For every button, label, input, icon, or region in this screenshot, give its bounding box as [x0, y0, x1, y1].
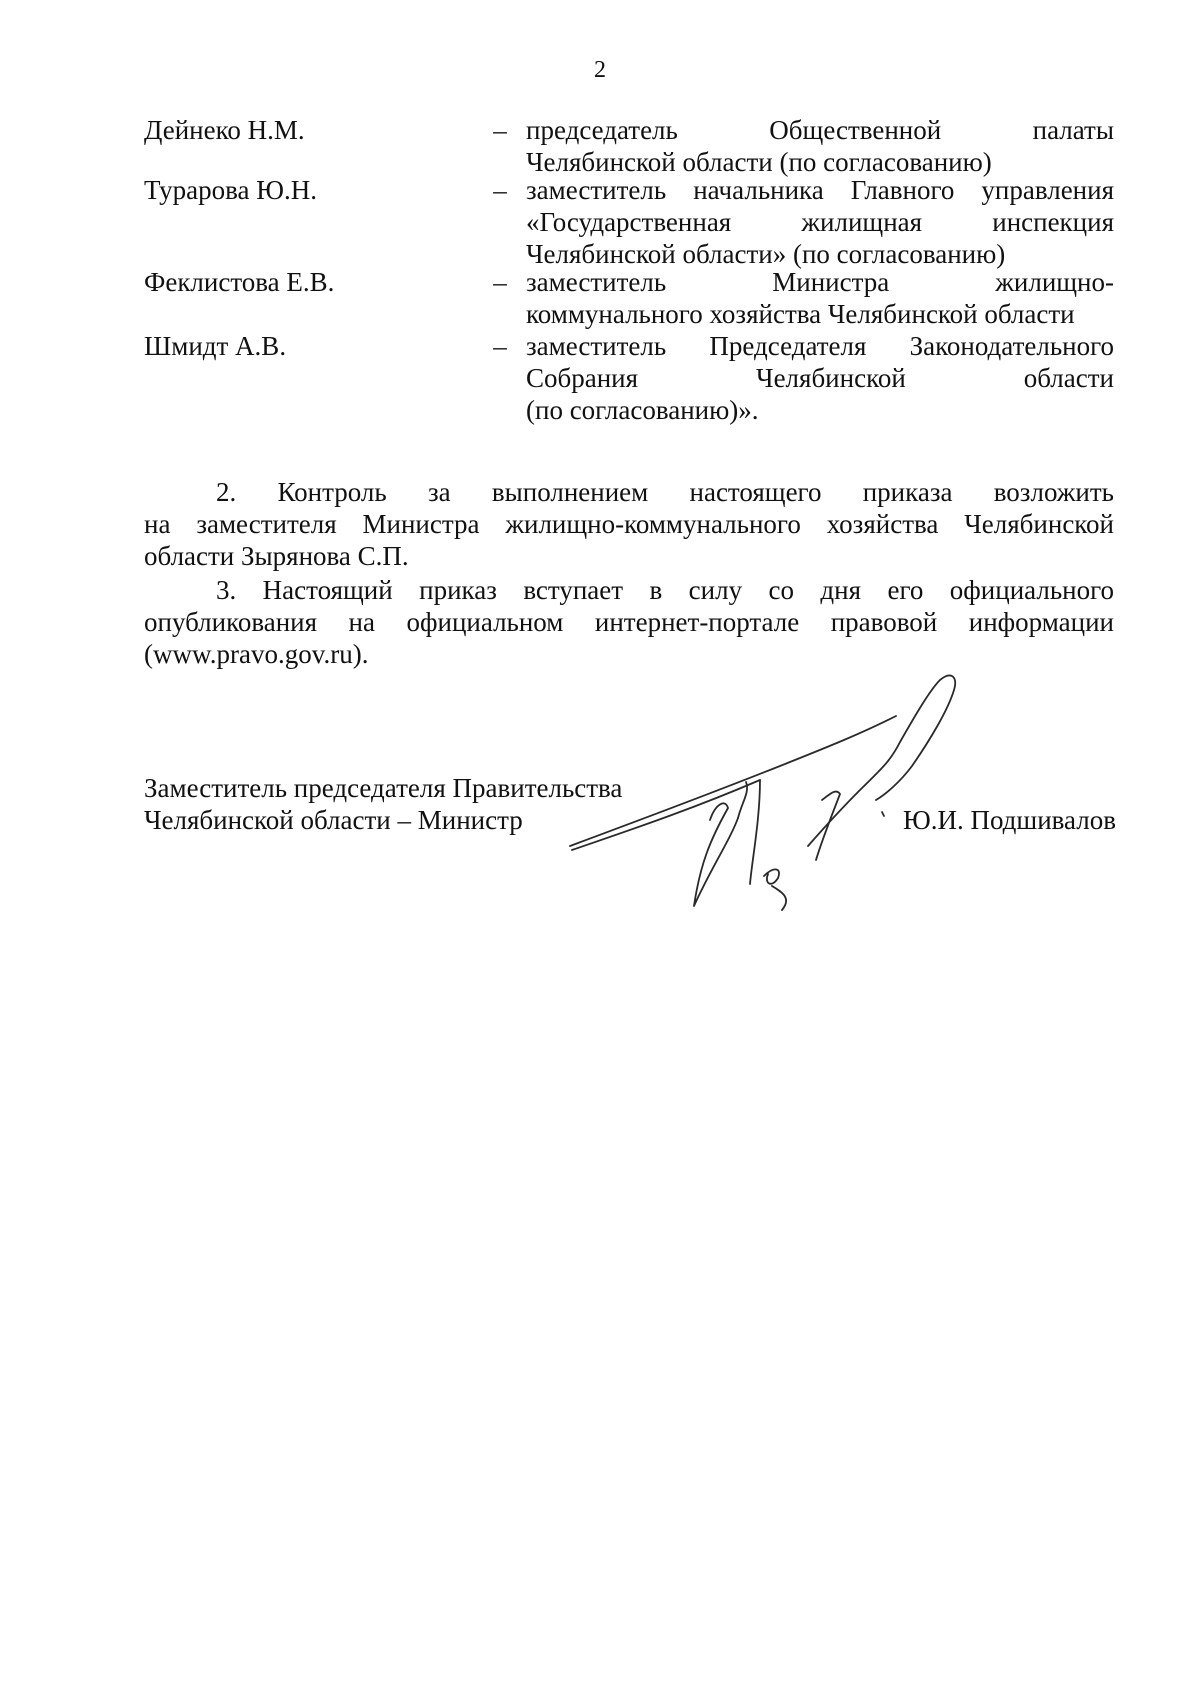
member-role-line: «Государственная жилищная инспекция — [526, 207, 1114, 237]
member-dash: – — [493, 331, 507, 361]
member-role — [526, 174, 1114, 269]
member-role-line: коммунального хозяйства Челябинской области — [526, 299, 1075, 329]
member-dash: – — [493, 115, 507, 145]
member-row — [144, 266, 1114, 330]
paragraph-line: на заместителя Министра жилищно-коммунального хозяйства Челябинской — [144, 509, 1114, 539]
member-role-line: заместитель Председателя Законодательного — [526, 331, 1114, 361]
member-role-line: Собрания Челябинской области — [526, 363, 1114, 393]
page-number: 2 — [594, 57, 606, 83]
member-role-line: Челябинской области (по согласованию) — [526, 147, 992, 177]
signer-name: Ю.И. Подшивалов — [902, 805, 1116, 835]
signer-title-line: Челябинской области – Министр — [144, 805, 523, 835]
paragraph-line: 3. Настоящий приказ вступает в силу со дня его официального — [216, 575, 1114, 605]
paragraph-control — [144, 476, 1114, 572]
member-row — [144, 174, 1114, 269]
member-name: Турарова Ю.Н. — [144, 175, 318, 205]
paragraph-line: 2. Контроль за выполнением настоящего приказа возложить — [216, 477, 1114, 507]
paragraph-line: области Зырянова С.П. — [144, 541, 409, 571]
paragraph-line: опубликования на официальном интернет-портале правовой информации — [144, 607, 1114, 637]
paragraph-effect — [144, 574, 1114, 670]
signer-title-line: Заместитель председателя Правительства — [144, 773, 623, 803]
member-row — [144, 114, 1114, 178]
signature-block — [144, 772, 1116, 836]
member-role — [526, 266, 1114, 330]
member-role — [526, 330, 1114, 426]
member-dash: – — [493, 267, 507, 297]
member-role — [526, 114, 1114, 178]
member-role-line: заместитель Министра жилищно- — [526, 267, 1114, 297]
member-row — [144, 330, 1114, 426]
member-role-line: (по согласованию)». — [526, 395, 759, 425]
member-role-line: председатель Общественной палаты — [526, 115, 1114, 145]
members-list — [144, 114, 1114, 426]
member-role-line: Челябинской области» (по согласованию) — [526, 239, 1006, 269]
member-role-line: заместитель начальника Главного управления — [526, 175, 1114, 205]
member-dash: – — [493, 175, 507, 205]
member-name: Шмидт А.В. — [144, 331, 287, 361]
member-name: Дейнеко Н.М. — [144, 115, 305, 145]
member-name: Феклистова Е.В. — [144, 267, 335, 297]
paragraph-line: (www.pravo.gov.ru). — [144, 639, 369, 669]
